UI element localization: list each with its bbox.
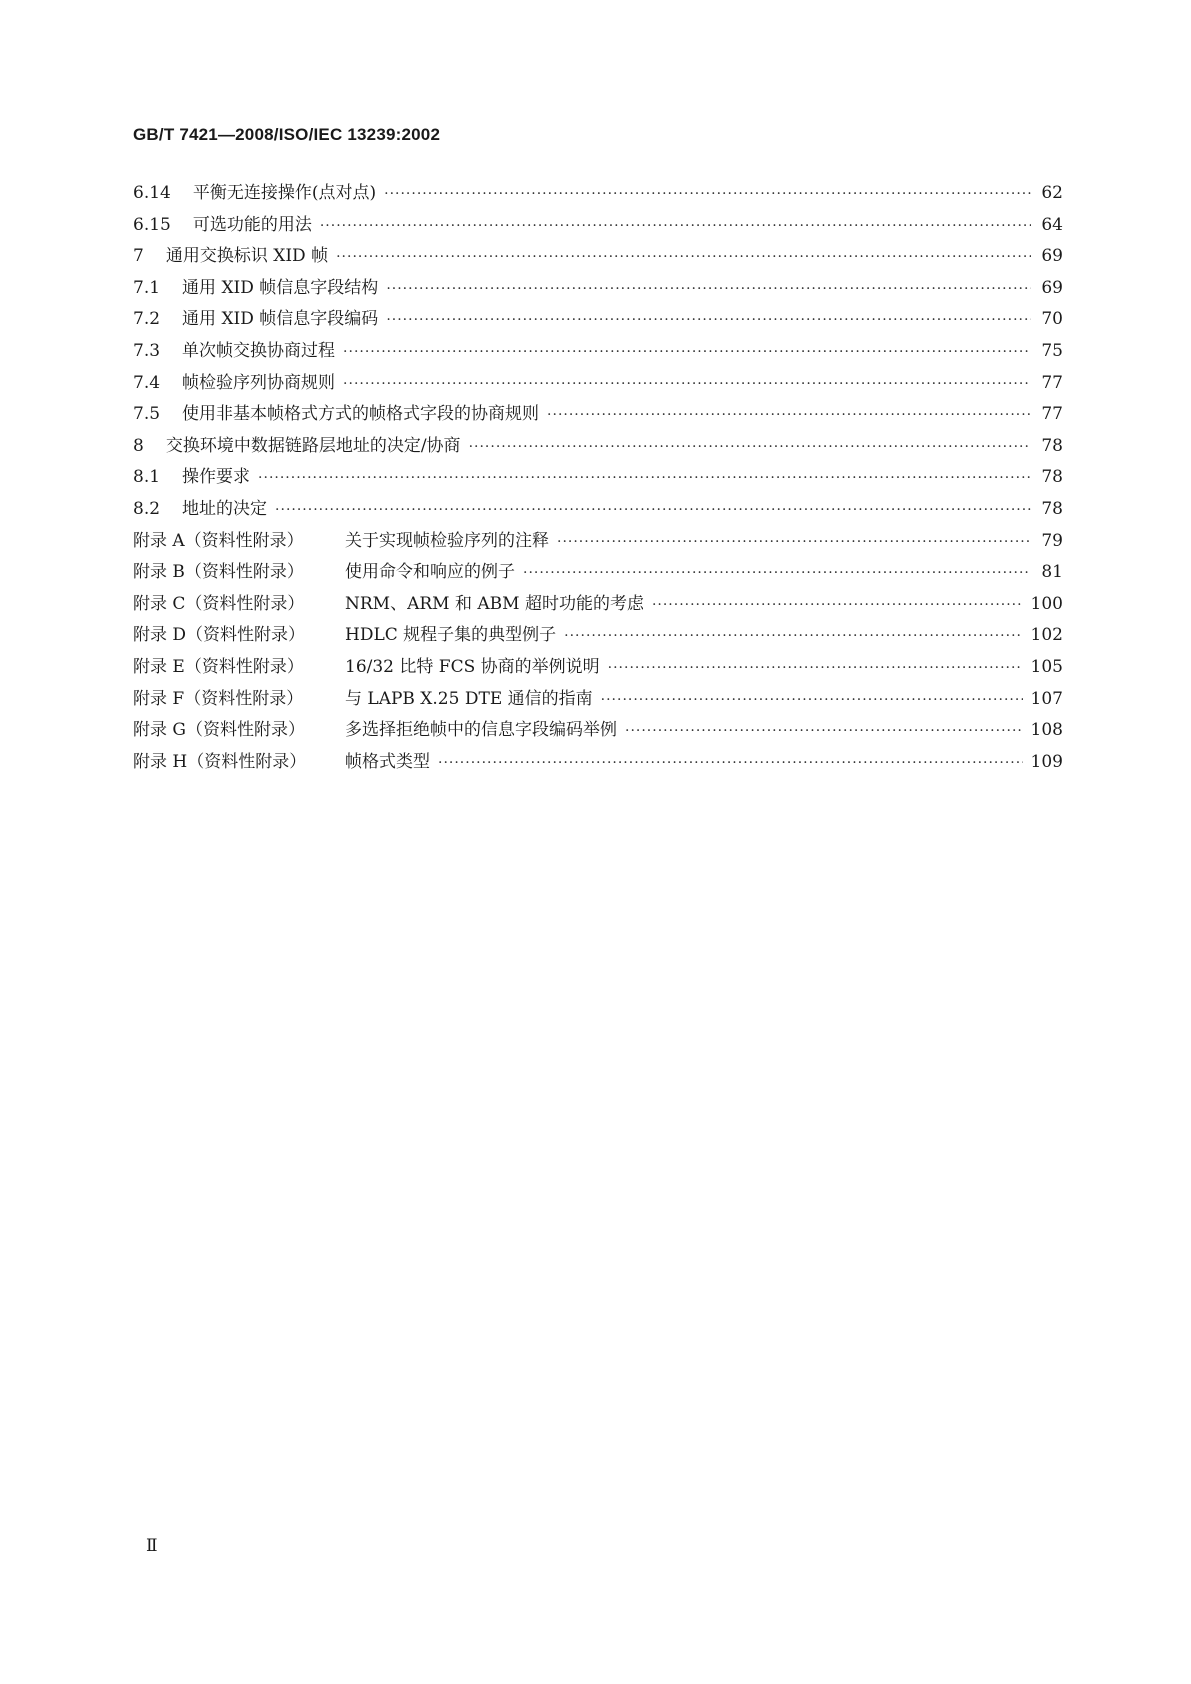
toc-entry-number: 7.3 (133, 340, 161, 361)
toc-appendix-entry[interactable] (133, 526, 1063, 558)
toc-appendix-entry[interactable] (133, 684, 1063, 716)
toc-entry[interactable] (133, 368, 1063, 400)
toc-entry[interactable] (133, 336, 1063, 368)
toc-leader-dots (547, 407, 1031, 423)
toc-entry-title: 操作要求 (182, 467, 251, 488)
toc-leader-dots (469, 439, 1031, 455)
toc-entry-number: 7.2 (133, 309, 161, 330)
toc-entry-title: 平衡无连接操作(点对点) (192, 183, 377, 203)
toc-entry-title: 通用 XID 帧信息字段编码 (182, 309, 379, 330)
appendix-label: 附录 B（资料性附录） (133, 562, 304, 583)
toc-entry-number: 6.15 (133, 214, 171, 235)
appendix-label: 附录 G（资料性附录） (133, 720, 305, 741)
appendix-title: 多选择拒绝帧中的信息字段编码举例 (345, 720, 617, 741)
toc-leader-dots (652, 597, 1023, 613)
appendix-title: NRM、ARM 和 ABM 超时功能的考虑 (345, 593, 644, 614)
toc-leader-dots (275, 502, 1031, 518)
appendix-page: 79 (1041, 530, 1063, 551)
toc-entry-page: 69 (1041, 277, 1063, 298)
toc-leader-dots (258, 470, 1031, 486)
toc-leader-dots (564, 628, 1022, 644)
toc-entry-page: 78 (1041, 435, 1063, 456)
toc-leader-dots (608, 660, 1023, 676)
toc-entry-page: 77 (1041, 404, 1063, 425)
toc-entry[interactable] (133, 273, 1063, 305)
appendix-label: 附录 F（资料性附录） (133, 688, 304, 709)
toc-entry-page: 62 (1041, 183, 1063, 203)
toc-entry[interactable] (133, 178, 1063, 210)
toc-leader-dots (523, 565, 1031, 581)
toc-leader-dots (601, 692, 1023, 708)
appendix-label: 附录 H（资料性附录） (133, 751, 307, 772)
appendix-title: HDLC 规程子集的典型例子 (345, 625, 557, 646)
toc-entry[interactable] (133, 462, 1063, 494)
toc-entry[interactable] (133, 494, 1063, 526)
toc-entry-title: 可选功能的用法 (192, 214, 312, 235)
appendix-page: 100 (1030, 593, 1063, 614)
appendix-label: 附录 D（资料性附录） (133, 625, 306, 646)
toc-entry-title: 单次帧交换协商过程 (182, 340, 336, 361)
toc-entry[interactable] (133, 431, 1063, 463)
toc-entry-number: 8 (133, 435, 144, 456)
toc-entry-title: 交换环境中数据链路层地址的决定/协商 (165, 435, 461, 456)
toc-entry-page: 75 (1041, 340, 1063, 361)
page-number: Ⅱ (146, 1536, 158, 1556)
toc-leader-dots (343, 376, 1031, 392)
appendix-label: 附录 E（资料性附录） (133, 656, 304, 677)
toc-leader-dots (343, 344, 1031, 360)
toc-entry-title: 帧检验序列协商规则 (182, 372, 336, 393)
toc-appendix-entry[interactable] (133, 747, 1063, 779)
appendix-label: 附录 C（资料性附录） (133, 593, 305, 614)
appendix-page: 105 (1030, 656, 1063, 677)
toc-leader-dots (336, 249, 1031, 265)
toc-entry-number: 7 (133, 246, 144, 267)
toc-entry-page: 70 (1041, 309, 1063, 330)
toc-leader-dots (384, 186, 1031, 202)
toc-entry[interactable] (133, 399, 1063, 431)
toc-entry-title: 使用非基本帧格式方式的帧格式字段的协商规则 (182, 404, 540, 425)
toc-entry-title: 通用 XID 帧信息字段结构 (182, 277, 379, 298)
toc-entry-number: 8.1 (133, 467, 161, 488)
toc-appendix-entry[interactable] (133, 620, 1063, 652)
toc-leader-dots (386, 312, 1031, 328)
toc-entry-title: 通用交换标识 XID 帧 (165, 246, 329, 267)
appendix-page: 81 (1041, 562, 1063, 583)
toc-appendix-entry[interactable] (133, 652, 1063, 684)
appendix-label: 附录 A（资料性附录） (133, 530, 304, 551)
toc-entry-page: 64 (1041, 214, 1063, 235)
toc-entry[interactable] (133, 210, 1063, 242)
appendix-title: 帧格式类型 (345, 751, 430, 772)
toc-leader-dots (386, 281, 1031, 297)
toc-leader-dots (625, 723, 1023, 739)
toc-appendix-entry[interactable] (133, 557, 1063, 589)
toc-entry-number: 7.4 (133, 372, 161, 393)
toc-entry-number: 6.14 (133, 183, 171, 203)
toc-entry-page: 77 (1041, 372, 1063, 393)
appendix-page: 107 (1030, 688, 1063, 709)
appendix-title: 与 LAPB X.25 DTE 通信的指南 (345, 688, 593, 709)
appendix-page: 108 (1030, 720, 1063, 741)
toc-entry-number: 7.1 (133, 277, 161, 298)
appendix-page: 109 (1030, 751, 1063, 772)
toc-appendix-entry[interactable] (133, 589, 1063, 621)
toc-entry-page: 78 (1041, 498, 1063, 519)
toc-leader-dots (557, 534, 1031, 550)
toc-entry-page: 78 (1041, 467, 1063, 488)
toc-entry-number: 8.2 (133, 498, 161, 519)
appendix-title: 使用命令和响应的例子 (345, 562, 515, 583)
appendix-title: 关于实现帧检验序列的注释 (345, 530, 549, 551)
toc-entry-page: 69 (1041, 246, 1063, 267)
appendix-page: 102 (1030, 625, 1063, 646)
standard-header: GB/T 7421—2008/ISO/IEC 13239:2002 (133, 125, 441, 144)
toc-entry-number: 7.5 (133, 404, 161, 425)
table-of-contents (133, 178, 1063, 778)
toc-leader-dots (320, 218, 1031, 234)
toc-leader-dots (438, 755, 1023, 771)
toc-appendix-entry[interactable] (133, 715, 1063, 747)
toc-entry[interactable] (133, 241, 1063, 273)
toc-entry[interactable] (133, 304, 1063, 336)
toc-entry-title: 地址的决定 (182, 498, 268, 519)
appendix-title: 16/32 比特 FCS 协商的举例说明 (345, 656, 600, 677)
